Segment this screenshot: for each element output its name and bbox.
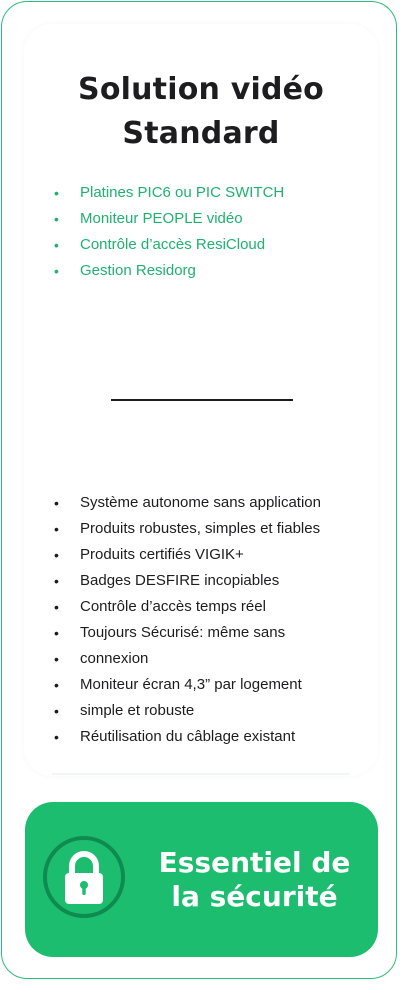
feature-item: • Moniteur PEOPLE vidéo — [54, 206, 284, 232]
benefit-item: • Produits robustes, simples et fiables — [54, 516, 321, 542]
benefit-item: • connexion — [54, 646, 321, 672]
badge-label — [137, 846, 372, 914]
offer-card — [1, 1, 397, 979]
benefit-item: • simple et robuste — [54, 698, 321, 724]
feature-item: • Platines PIC6 ou PIC SWITCH — [54, 180, 284, 206]
benefit-item: • Système autonome sans application — [54, 490, 321, 516]
benefit-item: • Toujours Sécurisé: même sans — [54, 620, 321, 646]
feature-item: • Contrôle d’accès ResiCloud — [54, 232, 284, 258]
benefit-item: • Moniteur écran 4,3” par logement — [54, 672, 321, 698]
offer-title — [2, 68, 400, 156]
badge-label-line-2: la sécurité — [171, 880, 338, 913]
section-divider — [111, 399, 293, 401]
benefit-item: • Produits certifiés VIGIK+ — [54, 542, 321, 568]
badge-label-line-1: Essentiel de — [158, 846, 351, 879]
benefit-item: • Badges DESFIRE incopiables — [54, 568, 321, 594]
feature-list — [54, 180, 284, 284]
benefit-item: • Réutilisation du câblage existant — [54, 724, 321, 750]
feature-item: • Gestion Residorg — [54, 258, 284, 284]
lock-icon — [48, 844, 120, 910]
benefit-item: • Contrôle d’accès temps réel — [54, 594, 321, 620]
benefit-list — [54, 490, 321, 750]
faint-divider — [52, 773, 350, 775]
offer-title-line-1: Solution vidéo — [78, 72, 324, 107]
offer-title-line-2: Standard — [122, 116, 280, 151]
security-essential-button[interactable] — [25, 802, 378, 957]
